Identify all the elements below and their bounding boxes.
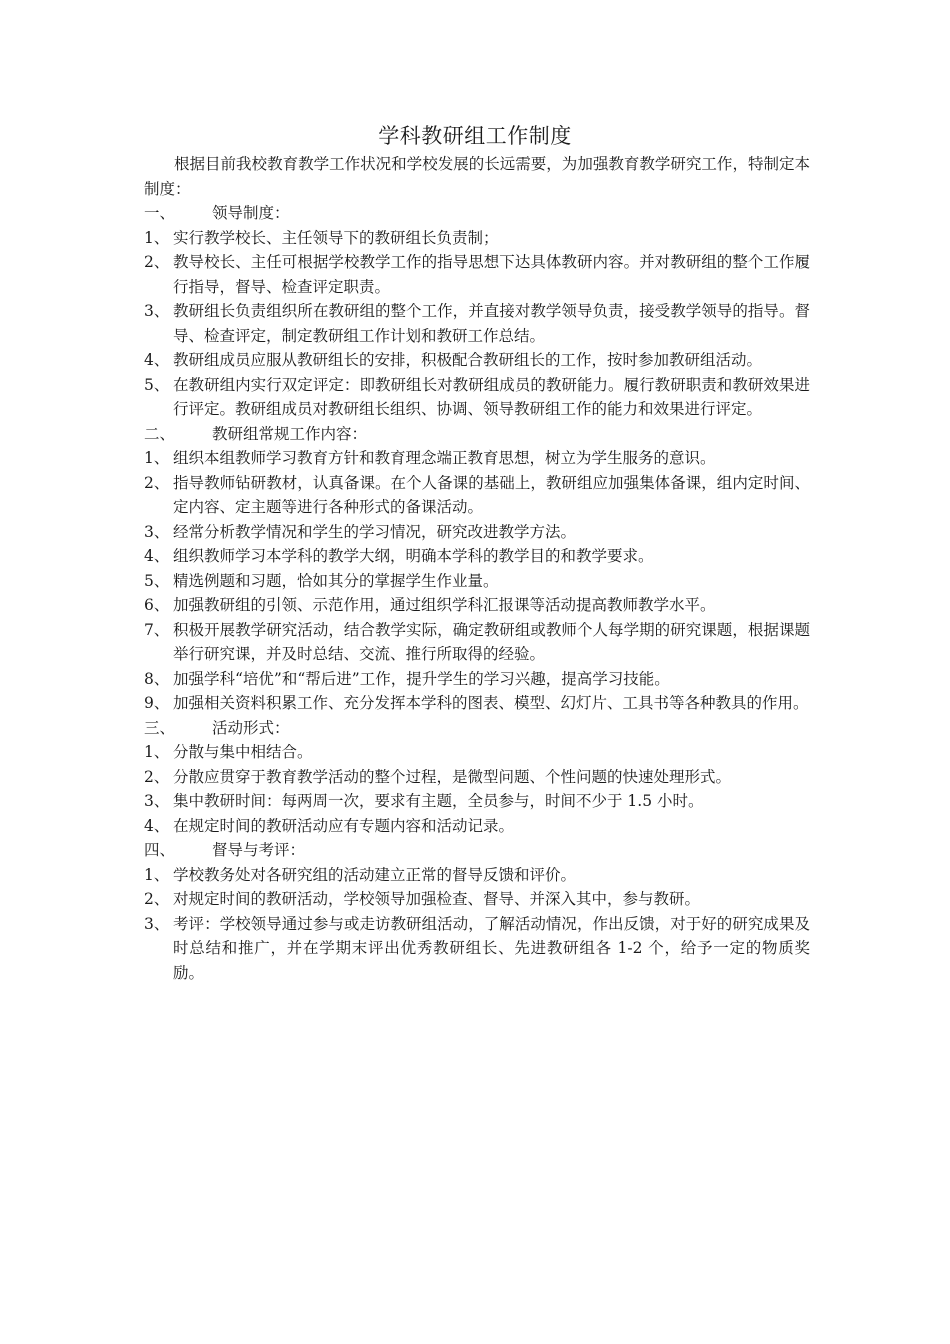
list-item-number: 2、 [144, 767, 170, 786]
list-item-number: 4、 [144, 547, 170, 565]
document-title: 学科教研组工作制度 [378, 124, 572, 148]
list-item [144, 373, 810, 422]
list-item-number: 5、 [144, 375, 170, 394]
section-title: 领导制度： [212, 204, 290, 222]
list-item-number: 2、 [144, 473, 170, 492]
list-item-number: 4、 [144, 816, 170, 835]
list-item-text: 实行教学校长、主任领导下的教研组长负责制； [173, 228, 499, 247]
list-item [144, 250, 810, 299]
list-item-number: 1、 [144, 865, 170, 884]
list-item-text: 精选例题和习题，恰如其分的掌握学生作业量。 [173, 571, 499, 590]
list-item [144, 618, 810, 667]
list-item-text: 分散与集中相结合。 [173, 743, 313, 761]
section-number: 三、 [144, 718, 176, 737]
intro-paragraph: 根据目前我校教育教学工作状况和学校发展的长远需要，为加强教育教学研究工作，特制定本制度： [144, 155, 810, 198]
list-item [144, 348, 810, 373]
list-item-number: 9、 [144, 694, 170, 712]
list-item-text: 分散应贯穿于教育教学活动的整个过程，是微型问题、个性问题的快速处理形式。 [173, 767, 732, 786]
section-title: 活动形式： [212, 718, 290, 737]
list-item-text: 指导教师钻研教材，认真备课。在个人备课的基础上，教研组应加强集体备课，组内定时间、定内容、定主题等进行各种形式的备课活动。 [173, 473, 810, 516]
list-item-text: 在教研组内实行双定评定：即教研组长对教研组成员的教研能力。履行教研职责和教研效果进行评定。教研组成员对教研组长组织、协调、领导教研组工作的能力和效果进行评定。 [173, 375, 810, 418]
list-item [144, 471, 810, 520]
list-item-number: 2、 [144, 890, 170, 908]
list-item [144, 887, 810, 912]
list-item [144, 789, 810, 814]
list-item [144, 691, 810, 716]
list-item [144, 765, 810, 790]
list-item [144, 912, 810, 986]
section-heading [144, 716, 810, 741]
list-item [144, 593, 810, 618]
list-item-text: 经常分析教学情况和学生的学习情况，研究改进教学方法。 [173, 522, 577, 541]
list-item-text: 学校教务处对各研究组的活动建立正常的督导反馈和评价。 [173, 865, 577, 884]
list-item [144, 446, 810, 471]
list-item-text: 集中教研时间：每两周一次，要求有主题，全员参与，时间不少于 1.5 小时。 [173, 792, 704, 810]
list-item-text: 教研组成员应服从教研组长的安排，积极配合教研组长的工作，按时参加教研组活动。 [173, 351, 763, 369]
list-item-number: 6、 [144, 596, 170, 614]
list-item-number: 1、 [144, 743, 170, 761]
list-item-text: 对规定时间的教研活动，学校领导加强检查、督导、并深入其中，参与教研。 [173, 890, 701, 908]
list-item [144, 226, 810, 251]
section-number: 二、 [144, 424, 176, 443]
list-item-number: 8、 [144, 669, 170, 688]
section-title: 教研组常规工作内容： [212, 424, 368, 443]
list-item-number: 3、 [144, 914, 170, 933]
list-item [144, 569, 810, 594]
section-number: 四、 [144, 841, 176, 859]
list-item [144, 544, 810, 569]
section-heading [144, 422, 810, 447]
section-heading [144, 838, 810, 863]
section-title: 督导与考评： [212, 841, 306, 859]
list-item-number: 3、 [144, 792, 170, 810]
list-item-text: 加强相关资料积累工作、充分发挥本学科的图表、模型、幻灯片、工具书等各种教具的作用。 [173, 694, 809, 712]
list-item-number: 2、 [144, 253, 170, 271]
list-item-text: 在规定时间的教研活动应有专题内容和活动记录。 [173, 816, 515, 835]
list-item-text: 加强教研组的引领、示范作用，通过组织学科汇报课等活动提高教师教学水平。 [173, 596, 716, 614]
list-item-text: 考评：学校领导通过参与或走访教研组活动，了解活动情况，作出反馈，对于好的研究成果及时总结和推广，并在学期末评出优秀教研组长、先进教研组各 1-2 个，给予一定的物质奖励。 [173, 914, 810, 982]
list-item-text: 组织本组教师学习教育方针和教育理念端正教育思想，树立为学生服务的意识。 [173, 449, 716, 467]
document-body [144, 152, 810, 985]
list-item-number: 3、 [144, 522, 170, 541]
list-item [144, 740, 810, 765]
list-item-text: 教研组长负责组织所在教研组的整个工作，并直接对教学领导负责，接受教学领导的指导。督导、检查评定，制定教研组工作计划和教研工作总结。 [173, 302, 810, 345]
list-item [144, 667, 810, 692]
list-item-number: 1、 [144, 228, 170, 247]
list-item [144, 299, 810, 348]
list-item-text: 加强学科“培优”和“帮后进”工作，提升学生的学习兴趣，提高学习技能。 [173, 669, 670, 688]
list-item-number: 3、 [144, 302, 170, 320]
list-item [144, 863, 810, 888]
list-item-number: 7、 [144, 620, 170, 639]
list-item-text: 组织教师学习本学科的教学大纲，明确本学科的教学目的和教学要求。 [173, 547, 654, 565]
list-item-text: 教导校长、主任可根据学校教学工作的指导思想下达具体教研内容。并对教研组的整个工作履行指导，督导、检查评定职责。 [173, 253, 810, 296]
list-item-text: 积极开展教学研究活动，结合教学实际，确定教研组或教师个人每学期的研究课题，根据课题举行研究课，并及时总结、交流、推行所取得的经验。 [173, 620, 810, 663]
section-number: 一、 [144, 204, 176, 222]
list-item-number: 4、 [144, 351, 170, 369]
list-item [144, 520, 810, 545]
section-heading [144, 201, 810, 226]
list-item [144, 814, 810, 839]
list-item-number: 1、 [144, 449, 170, 467]
list-item-number: 5、 [144, 571, 170, 590]
